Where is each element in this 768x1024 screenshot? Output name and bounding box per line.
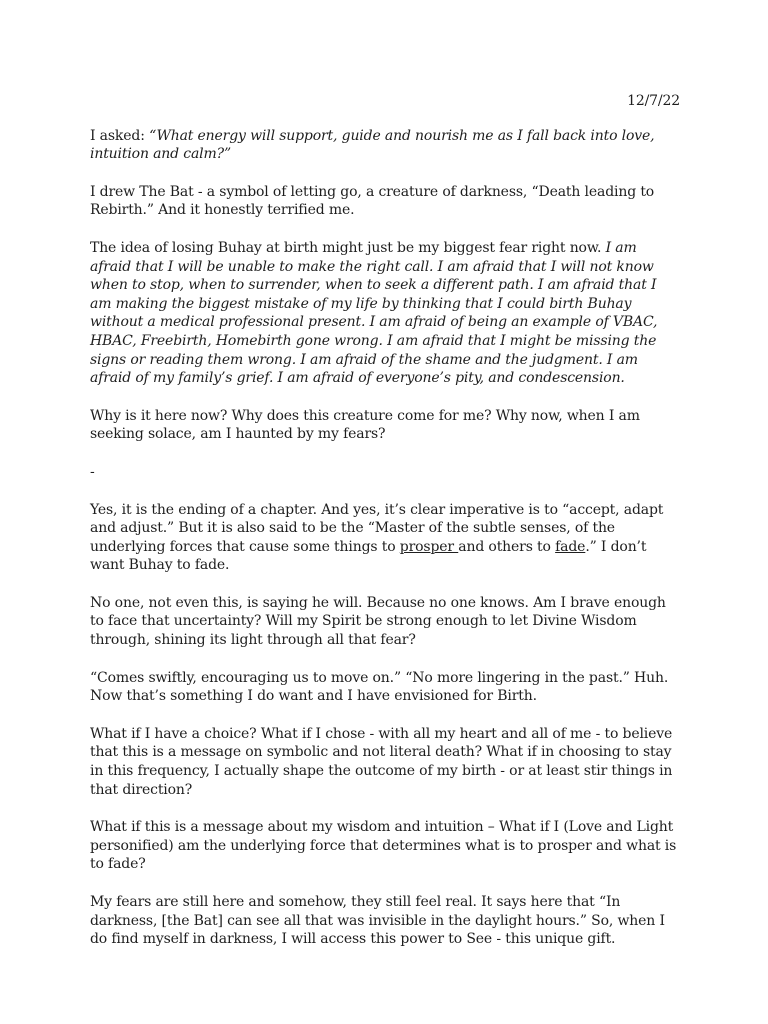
paragraph-move-on: “Comes swiftly, encouraging us to move on.” “No more lingering in the past.” Huh. Now that’s something I do want and I have envisioned for Birth. [90, 669, 669, 705]
entry-date: 12/7/22 [627, 93, 680, 109]
separator-dash: - [90, 463, 95, 480]
chapter-text-a: Yes, it is the ending of a chapter. And yes, it’s clear imperative is to “accept, adapt and adjust.” But it is also said to be the “Master of the subtle senses, of the underlying forces that cause some things to [90, 501, 664, 555]
chapter-text-b: and others to [458, 538, 556, 555]
journal-page [90, 92, 680, 968]
paragraph-choice: What if I have a choice? What if I chose - with all my heart and all of me - to believe that this is a message on symbolic and not literal death? What if in choosing to stay in this frequency, I actually shape the outcome of my birth - or at least stir things in that direction? [90, 725, 673, 798]
prosper-word: prosper [399, 538, 459, 555]
fears-list: I am afraid that I will be unable to make the right call. I am afraid that I will not know when to stop, when to surrender, when to seek a different path. I am afraid that I am making the biggest mistake of my life by thinking that I could birth Buhay without a medical professional present. I am afraid of being an example of VBAC, HBAC, Freebirth, Homebirth gone wrong. I am afraid that I might be missing the signs or reading them wrong. I am afraid of the shame and the judgment. I am afraid of my family’s grief. I am afraid of everyone’s pity, and condescension. [90, 239, 658, 387]
paragraph-why-now: Why is it here now? Why does this creature come for me? Why now, when I am seeking solace, am I haunted by my fears? [90, 407, 640, 443]
fears-lead: The idea of losing Buhay at birth might just be my biggest fear right now. [90, 239, 606, 256]
paragraph-wisdom: What if this is a message about my wisdom and intuition – What if I (Love and Light personified) am the underlying force that determines what is to prosper and what is to fade? [90, 819, 677, 873]
question-lead: I asked: [90, 127, 150, 144]
paragraph-uncertainty: No one, not even this, is saying he will. Because no one knows. Am I brave enough to face that uncertainty? Will my Spirit be strong enough to let Divine Wisdom through, shining its light through all that fear? [90, 594, 666, 649]
question-text: “What energy will support, guide and nourish me as I fall back into love, intuition and calm?” [90, 127, 655, 163]
fade-word: fade [555, 538, 586, 555]
paragraph-ending-chapter [90, 501, 680, 575]
chapter-text-c: .” I don’t want Buhay to fade. [90, 538, 647, 574]
paragraph-question [90, 127, 680, 164]
paragraph-darkness: My fears are still here and somehow, they still feel real. It says here that “In darkness, [the Bat] can see all that was invisible in the daylight hours.” So, when I do find myself in darkness, I will access this power to See - this unique gift. [90, 894, 665, 948]
paragraph-bat-drawn: I drew The Bat - a symbol of letting go, a creature of darkness, “Death leading to Rebirth.” And it honestly terrified me. [90, 183, 655, 219]
paragraph-fears [90, 239, 680, 388]
